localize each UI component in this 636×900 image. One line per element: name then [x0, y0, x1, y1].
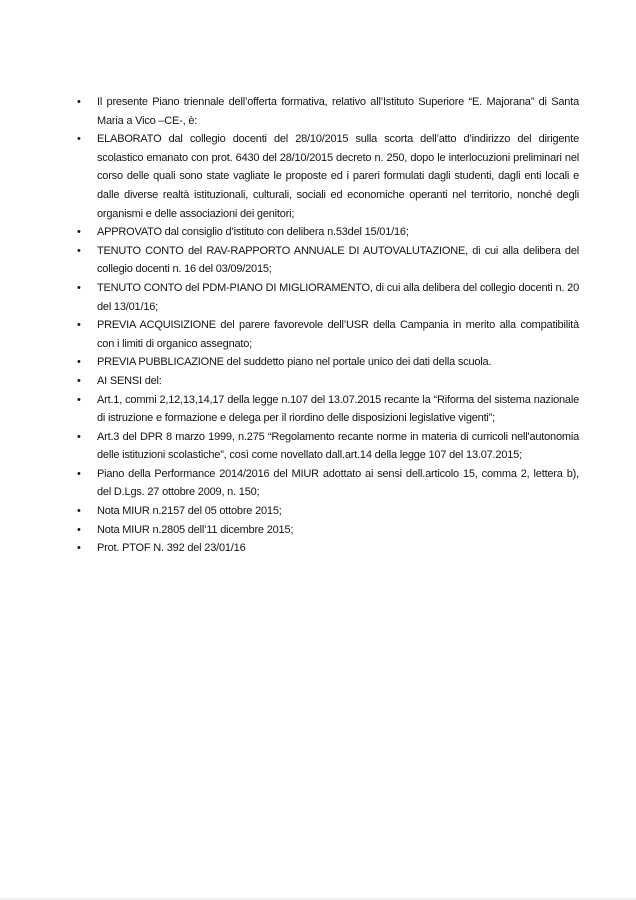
- list-item: [77, 539, 579, 558]
- bullet-marker-icon: •: [77, 133, 81, 146]
- list-item: [77, 316, 579, 353]
- bullet-marker-icon: •: [77, 96, 81, 108]
- list-item: [77, 502, 579, 521]
- bullet-marker-icon: •: [77, 374, 81, 387]
- bullet-marker-icon: •: [77, 226, 81, 239]
- list-item: [77, 223, 579, 242]
- list-item: [77, 93, 579, 130]
- list-item: [77, 130, 579, 223]
- list-item: [77, 465, 579, 502]
- list-item-text: AI SENSI del:: [97, 374, 162, 387]
- bullet-marker-icon: •: [77, 393, 81, 406]
- list-item-text: APPROVATO dal consiglio d’istituto con delibera n.53del 15/01/16;: [97, 226, 409, 239]
- list-item-text: Art.1, commi 2,12,13,14,17 della legge n.107 del 13.07.2015 recante la “Riforma del sistema nazionale di istruzione e formazione e delega per il riordino delle disposizioni legislative vigenti”;: [97, 393, 579, 425]
- list-item-text: Art.3 del DPR 8 marzo 1999, n.275 “Regolamento recante norme in materia di curricoli nell'autonomia delle istituzioni scolastiche”, così come novellato dall.art.14 della legge 107 del 13.07.2015;: [97, 430, 579, 462]
- list-item: [77, 279, 579, 316]
- bullet-marker-icon: •: [77, 505, 81, 518]
- list-item-text: ELABORATO dal collegio docenti del 28/10/2015 sulla scorta dell’atto d’indirizzo del dirigente scolastico emanato con prot. 6430 del 28/10/2015 decreto n. 250, dopo le interlocuzioni preliminari nel corso delle quali sono state vagliate le proposte ed i pareri formulati dagli studenti, dagli enti locali e dalle diverse realtà istituzionali, culturali, sociali ed economiche operanti nel territorio, nonché degli organismi e delle associazioni dei genitori;: [97, 133, 579, 220]
- list-item-text: Nota MIUR n.2805 dell’11 dicembre 2015;: [97, 523, 294, 536]
- list-item: [77, 372, 579, 391]
- list-item-text: Nota MIUR n.2157 del 05 ottobre 2015;: [97, 505, 282, 518]
- bullet-marker-icon: •: [77, 356, 81, 369]
- bullet-marker-icon: •: [77, 542, 81, 555]
- list-item-text: TENUTO CONTO del PDM-PIANO DI MIGLIORAMENTO, di cui alla delibera del collegio docenti n. 20 del 13/01/16;: [97, 281, 579, 313]
- bullet-marker-icon: •: [77, 467, 81, 480]
- list-item-text: TENUTO CONTO del RAV-RAPPORTO ANNUALE DI AUTOVALUTAZIONE, di cui alla delibera del collegio docenti n. 16 del 03/09/2015;: [97, 244, 579, 276]
- list-item-text: Il presente Piano triennale dell’offerta formativa, relativo all’Istituto Superiore “E. Majorana” di Santa Maria a Vico –CE-, è:: [97, 96, 579, 127]
- bullet-marker-icon: •: [77, 430, 81, 443]
- list-item: [77, 521, 579, 540]
- list-item: [77, 391, 579, 428]
- bullet-marker-icon: •: [77, 281, 81, 294]
- list-item: [77, 353, 579, 372]
- list-item: [77, 242, 579, 279]
- list-item-text: PREVIA ACQUISIZIONE del parere favorevole dell’USR della Campania in merito alla compatibilità con i limiti di organico assegnato;: [97, 319, 579, 350]
- list-item-text: Prot. PTOF N. 392 del 23/01/16: [97, 542, 246, 555]
- list-item: [77, 428, 579, 465]
- bullet-marker-icon: •: [77, 319, 81, 332]
- list-item-text: Piano della Performance 2014/2016 del MIUR adottato ai sensi dell.articolo 15, comma 2, lettera b), del D.Lgs. 27 ottobre 2009, n. 150;: [97, 467, 579, 499]
- bullet-list: [77, 93, 579, 558]
- bullet-marker-icon: •: [77, 523, 81, 536]
- list-item-text: PREVIA PUBBLICAZIONE del suddetto piano nel portale unico dei dati della scuola.: [97, 356, 492, 369]
- bullet-marker-icon: •: [77, 244, 81, 257]
